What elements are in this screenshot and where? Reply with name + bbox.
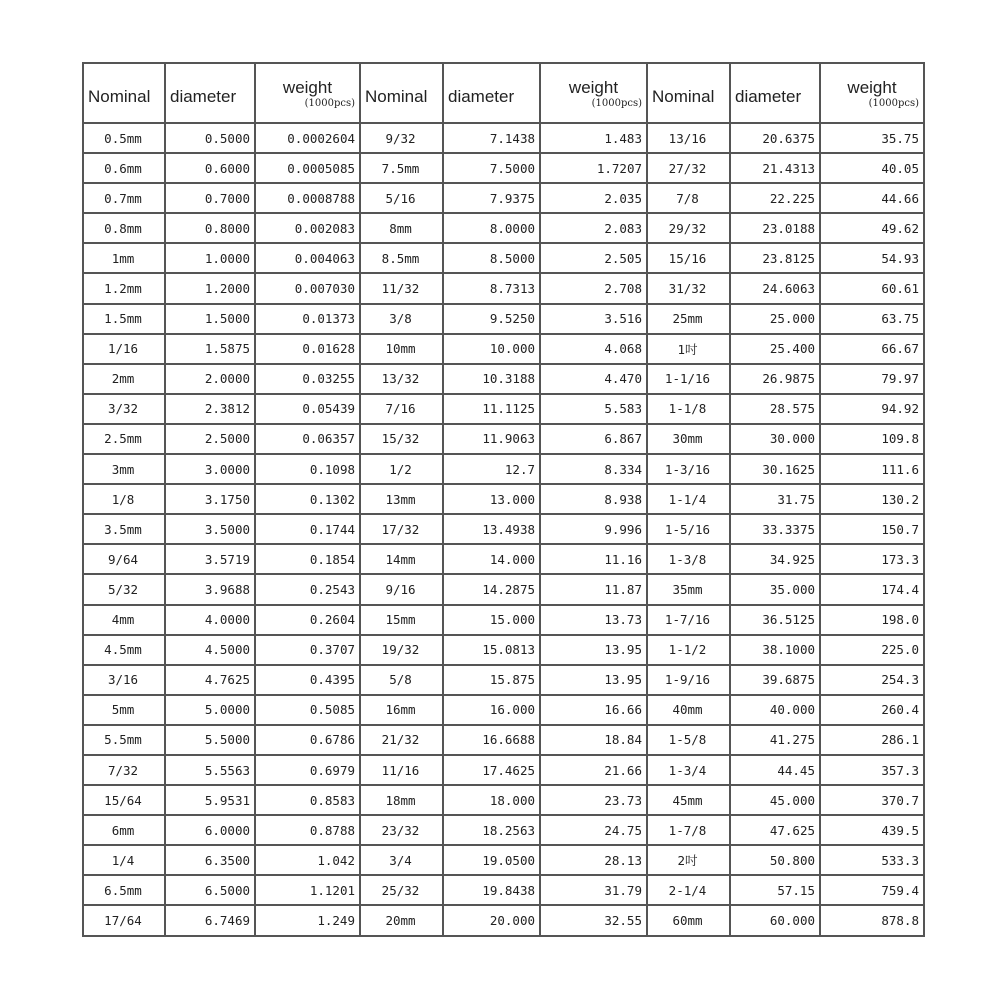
- table-row: [83, 605, 924, 635]
- cell-diameter: 14.2875: [443, 574, 540, 604]
- table-row: [83, 755, 924, 785]
- table-row: [83, 514, 924, 544]
- cell-diameter: 19.0500: [443, 845, 540, 875]
- cell-nominal: 1-5/8: [647, 725, 730, 755]
- cell-diameter: 7.1438: [443, 123, 540, 153]
- header-weight-label: weight: [847, 78, 897, 98]
- header-nominal: Nominal: [647, 63, 730, 123]
- table-body: [83, 123, 924, 936]
- cell-weight: 174.4: [820, 574, 924, 604]
- table-row: [83, 153, 924, 183]
- cell-weight: 0.8788: [255, 815, 360, 845]
- cell-diameter: 57.15: [730, 875, 820, 905]
- cell-nominal: 7/32: [83, 755, 165, 785]
- cell-nominal: 1/16: [83, 334, 165, 364]
- cell-nominal: 25/32: [360, 875, 443, 905]
- cell-nominal: 1-1/2: [647, 635, 730, 665]
- cell-diameter: 4.7625: [165, 665, 255, 695]
- cell-diameter: 3.5000: [165, 514, 255, 544]
- cell-diameter: 21.4313: [730, 153, 820, 183]
- cell-diameter: 15.0813: [443, 635, 540, 665]
- cell-diameter: 1.2000: [165, 273, 255, 303]
- header-diameter: diameter: [730, 63, 820, 123]
- cell-nominal: 30mm: [647, 424, 730, 454]
- cell-diameter: 50.800: [730, 845, 820, 875]
- table-row: [83, 544, 924, 574]
- cell-weight: 23.73: [540, 785, 647, 815]
- cell-weight: 0.05439: [255, 394, 360, 424]
- cell-diameter: 13.000: [443, 484, 540, 514]
- cell-weight: 1.1201: [255, 875, 360, 905]
- table-row: [83, 334, 924, 364]
- cell-nominal: 29/32: [647, 213, 730, 243]
- cell-weight: 11.16: [540, 544, 647, 574]
- cell-nominal: 17/32: [360, 514, 443, 544]
- cell-diameter: 8.0000: [443, 213, 540, 243]
- cell-weight: 0.1098: [255, 454, 360, 484]
- cell-weight: 6.867: [540, 424, 647, 454]
- table-row: [83, 905, 924, 935]
- cell-diameter: 9.5250: [443, 304, 540, 334]
- cell-weight: 16.66: [540, 695, 647, 725]
- cell-diameter: 3.0000: [165, 454, 255, 484]
- cell-weight: 32.55: [540, 905, 647, 935]
- cell-diameter: 25.000: [730, 304, 820, 334]
- header-diameter: diameter: [443, 63, 540, 123]
- cell-weight: 0.1854: [255, 544, 360, 574]
- header-row: [83, 63, 924, 123]
- cell-weight: 13.95: [540, 635, 647, 665]
- cell-weight: 60.61: [820, 273, 924, 303]
- cell-weight: 24.75: [540, 815, 647, 845]
- header-weight: [820, 63, 924, 123]
- cell-diameter: 19.8438: [443, 875, 540, 905]
- cell-diameter: 3.1750: [165, 484, 255, 514]
- cell-nominal: 9/16: [360, 574, 443, 604]
- cell-weight: 18.84: [540, 725, 647, 755]
- cell-nominal: 10mm: [360, 334, 443, 364]
- table-row: [83, 243, 924, 273]
- cell-diameter: 41.275: [730, 725, 820, 755]
- cell-diameter: 5.5563: [165, 755, 255, 785]
- cell-diameter: 12.7: [443, 454, 540, 484]
- cell-diameter: 26.9875: [730, 364, 820, 394]
- cell-weight: 533.3: [820, 845, 924, 875]
- cell-diameter: 14.000: [443, 544, 540, 574]
- header-weight-label: weight: [282, 78, 333, 98]
- cell-nominal: 3/16: [83, 665, 165, 695]
- cell-diameter: 13.4938: [443, 514, 540, 544]
- cell-diameter: 3.5719: [165, 544, 255, 574]
- cell-weight: 0.002083: [255, 213, 360, 243]
- cell-nominal: 1.5mm: [83, 304, 165, 334]
- cell-weight: 439.5: [820, 815, 924, 845]
- cell-weight: 260.4: [820, 695, 924, 725]
- cell-weight: 0.6786: [255, 725, 360, 755]
- table-row: [83, 695, 924, 725]
- cell-nominal: 27/32: [647, 153, 730, 183]
- cell-nominal: 15/64: [83, 785, 165, 815]
- cell-weight: 2.708: [540, 273, 647, 303]
- table-row: [83, 875, 924, 905]
- cell-nominal: 15mm: [360, 605, 443, 635]
- cell-nominal: 1-7/8: [647, 815, 730, 845]
- cell-diameter: 7.9375: [443, 183, 540, 213]
- cell-weight: 54.93: [820, 243, 924, 273]
- cell-weight: 1.7207: [540, 153, 647, 183]
- cell-weight: 94.92: [820, 394, 924, 424]
- cell-weight: 150.7: [820, 514, 924, 544]
- cell-weight: 286.1: [820, 725, 924, 755]
- cell-nominal: 18mm: [360, 785, 443, 815]
- cell-diameter: 30.1625: [730, 454, 820, 484]
- cell-diameter: 30.000: [730, 424, 820, 454]
- cell-weight: 44.66: [820, 183, 924, 213]
- cell-weight: 0.01628: [255, 334, 360, 364]
- cell-weight: 3.516: [540, 304, 647, 334]
- cell-nominal: 1/8: [83, 484, 165, 514]
- cell-diameter: 17.4625: [443, 755, 540, 785]
- cell-nominal: 9/64: [83, 544, 165, 574]
- header-weight-unit: (1000pcs): [868, 98, 919, 110]
- table-row: [83, 635, 924, 665]
- cell-nominal: 19/32: [360, 635, 443, 665]
- cell-weight: 40.05: [820, 153, 924, 183]
- header-weight: [540, 63, 647, 123]
- cell-nominal: 7.5mm: [360, 153, 443, 183]
- cell-weight: 9.996: [540, 514, 647, 544]
- table-row: [83, 304, 924, 334]
- cell-weight: 759.4: [820, 875, 924, 905]
- cell-diameter: 28.575: [730, 394, 820, 424]
- cell-weight: 79.97: [820, 364, 924, 394]
- cell-nominal: 21/32: [360, 725, 443, 755]
- cell-nominal: 3mm: [83, 454, 165, 484]
- cell-diameter: 3.9688: [165, 574, 255, 604]
- table-row: [83, 574, 924, 604]
- cell-nominal: 20mm: [360, 905, 443, 935]
- cell-nominal: 4mm: [83, 605, 165, 635]
- cell-nominal: 16mm: [360, 695, 443, 725]
- cell-weight: 0.0005085: [255, 153, 360, 183]
- cell-weight: 11.87: [540, 574, 647, 604]
- cell-weight: 0.01373: [255, 304, 360, 334]
- cell-weight: 4.068: [540, 334, 647, 364]
- cell-nominal: 60mm: [647, 905, 730, 935]
- table-row: [83, 725, 924, 755]
- cell-weight: 225.0: [820, 635, 924, 665]
- cell-nominal: 3/32: [83, 394, 165, 424]
- cell-nominal: 31/32: [647, 273, 730, 303]
- cell-diameter: 0.8000: [165, 213, 255, 243]
- cell-weight: 28.13: [540, 845, 647, 875]
- cell-weight: 0.6979: [255, 755, 360, 785]
- cell-diameter: 24.6063: [730, 273, 820, 303]
- cell-diameter: 18.000: [443, 785, 540, 815]
- cell-diameter: 25.400: [730, 334, 820, 364]
- cell-nominal: 3/4: [360, 845, 443, 875]
- cell-diameter: 7.5000: [443, 153, 540, 183]
- cell-weight: 5.583: [540, 394, 647, 424]
- cell-nominal: 1-3/8: [647, 544, 730, 574]
- cell-diameter: 4.5000: [165, 635, 255, 665]
- cell-diameter: 23.8125: [730, 243, 820, 273]
- cell-nominal: 7/8: [647, 183, 730, 213]
- cell-nominal: 23/32: [360, 815, 443, 845]
- table-row: [83, 484, 924, 514]
- cell-diameter: 6.7469: [165, 905, 255, 935]
- table-row: [83, 845, 924, 875]
- cell-nominal: 45mm: [647, 785, 730, 815]
- cell-diameter: 31.75: [730, 484, 820, 514]
- cell-nominal: 0.7mm: [83, 183, 165, 213]
- cell-nominal: 1-5/16: [647, 514, 730, 544]
- cell-diameter: 0.7000: [165, 183, 255, 213]
- table-row: [83, 665, 924, 695]
- cell-nominal: 0.5mm: [83, 123, 165, 153]
- cell-weight: 0.007030: [255, 273, 360, 303]
- cell-diameter: 15.875: [443, 665, 540, 695]
- cell-weight: 2.505: [540, 243, 647, 273]
- cell-nominal: 1-9/16: [647, 665, 730, 695]
- cell-nominal: 35mm: [647, 574, 730, 604]
- cell-weight: 2.083: [540, 213, 647, 243]
- cell-nominal: 3.5mm: [83, 514, 165, 544]
- cell-diameter: 5.0000: [165, 695, 255, 725]
- cell-weight: 2.035: [540, 183, 647, 213]
- cell-nominal: 1mm: [83, 243, 165, 273]
- cell-nominal: 2吋: [647, 845, 730, 875]
- cell-weight: 0.004063: [255, 243, 360, 273]
- cell-weight: 8.938: [540, 484, 647, 514]
- cell-diameter: 44.45: [730, 755, 820, 785]
- cell-diameter: 2.0000: [165, 364, 255, 394]
- cell-nominal: 1-1/16: [647, 364, 730, 394]
- cell-weight: 0.3707: [255, 635, 360, 665]
- cell-weight: 0.5085: [255, 695, 360, 725]
- cell-nominal: 1.2mm: [83, 273, 165, 303]
- cell-diameter: 10.000: [443, 334, 540, 364]
- cell-nominal: 5/8: [360, 665, 443, 695]
- cell-diameter: 23.0188: [730, 213, 820, 243]
- cell-diameter: 2.3812: [165, 394, 255, 424]
- header-weight: [255, 63, 360, 123]
- cell-weight: 357.3: [820, 755, 924, 785]
- cell-nominal: 15/16: [647, 243, 730, 273]
- cell-nominal: 1-3/16: [647, 454, 730, 484]
- cell-nominal: 1-1/4: [647, 484, 730, 514]
- cell-diameter: 11.1125: [443, 394, 540, 424]
- cell-weight: 0.0008788: [255, 183, 360, 213]
- cell-weight: 13.73: [540, 605, 647, 635]
- cell-nominal: 13mm: [360, 484, 443, 514]
- cell-weight: 31.79: [540, 875, 647, 905]
- cell-nominal: 5.5mm: [83, 725, 165, 755]
- cell-weight: 0.06357: [255, 424, 360, 454]
- cell-diameter: 0.6000: [165, 153, 255, 183]
- cell-diameter: 0.5000: [165, 123, 255, 153]
- cell-nominal: 40mm: [647, 695, 730, 725]
- table-row: [83, 424, 924, 454]
- cell-weight: 63.75: [820, 304, 924, 334]
- cell-diameter: 6.0000: [165, 815, 255, 845]
- cell-nominal: 11/16: [360, 755, 443, 785]
- header-weight-label: weight: [568, 78, 619, 98]
- cell-diameter: 20.000: [443, 905, 540, 935]
- header-nominal: Nominal: [360, 63, 443, 123]
- cell-nominal: 25mm: [647, 304, 730, 334]
- cell-nominal: 4.5mm: [83, 635, 165, 665]
- cell-weight: 111.6: [820, 454, 924, 484]
- cell-nominal: 8.5mm: [360, 243, 443, 273]
- cell-diameter: 39.6875: [730, 665, 820, 695]
- table-row: [83, 213, 924, 243]
- cell-diameter: 18.2563: [443, 815, 540, 845]
- cell-weight: 0.1302: [255, 484, 360, 514]
- cell-diameter: 15.000: [443, 605, 540, 635]
- header-weight-unit: (1000pcs): [591, 98, 642, 110]
- cell-nominal: 2-1/4: [647, 875, 730, 905]
- cell-nominal: 1-1/8: [647, 394, 730, 424]
- cell-diameter: 2.5000: [165, 424, 255, 454]
- cell-diameter: 11.9063: [443, 424, 540, 454]
- cell-diameter: 4.0000: [165, 605, 255, 635]
- cell-nominal: 3/8: [360, 304, 443, 334]
- cell-diameter: 10.3188: [443, 364, 540, 394]
- cell-nominal: 15/32: [360, 424, 443, 454]
- header-diameter: diameter: [165, 63, 255, 123]
- cell-weight: 130.2: [820, 484, 924, 514]
- cell-diameter: 6.5000: [165, 875, 255, 905]
- cell-diameter: 33.3375: [730, 514, 820, 544]
- cell-nominal: 1吋: [647, 334, 730, 364]
- cell-nominal: 2mm: [83, 364, 165, 394]
- table-row: [83, 394, 924, 424]
- cell-nominal: 5/16: [360, 183, 443, 213]
- cell-diameter: 47.625: [730, 815, 820, 845]
- cell-weight: 0.03255: [255, 364, 360, 394]
- cell-weight: 370.7: [820, 785, 924, 815]
- table-row: [83, 273, 924, 303]
- cell-weight: 49.62: [820, 213, 924, 243]
- cell-diameter: 60.000: [730, 905, 820, 935]
- cell-diameter: 5.5000: [165, 725, 255, 755]
- cell-nominal: 6mm: [83, 815, 165, 845]
- cell-nominal: 2.5mm: [83, 424, 165, 454]
- cell-weight: 0.1744: [255, 514, 360, 544]
- cell-weight: 878.8: [820, 905, 924, 935]
- cell-diameter: 35.000: [730, 574, 820, 604]
- table-row: [83, 183, 924, 213]
- cell-nominal: 13/16: [647, 123, 730, 153]
- cell-nominal: 14mm: [360, 544, 443, 574]
- cell-diameter: 22.225: [730, 183, 820, 213]
- table-row: [83, 364, 924, 394]
- cell-weight: 0.2543: [255, 574, 360, 604]
- cell-weight: 0.2604: [255, 605, 360, 635]
- header-weight-unit: (1000pcs): [304, 98, 355, 110]
- cell-nominal: 17/64: [83, 905, 165, 935]
- cell-diameter: 8.7313: [443, 273, 540, 303]
- cell-weight: 8.334: [540, 454, 647, 484]
- cell-nominal: 11/32: [360, 273, 443, 303]
- cell-weight: 1.249: [255, 905, 360, 935]
- cell-diameter: 45.000: [730, 785, 820, 815]
- cell-diameter: 1.5875: [165, 334, 255, 364]
- cell-diameter: 8.5000: [443, 243, 540, 273]
- table-row: [83, 815, 924, 845]
- cell-weight: 0.8583: [255, 785, 360, 815]
- cell-weight: 66.67: [820, 334, 924, 364]
- cell-diameter: 38.1000: [730, 635, 820, 665]
- cell-weight: 1.483: [540, 123, 647, 153]
- cell-diameter: 6.3500: [165, 845, 255, 875]
- cell-diameter: 34.925: [730, 544, 820, 574]
- header-nominal: Nominal: [83, 63, 165, 123]
- cell-weight: 1.042: [255, 845, 360, 875]
- cell-nominal: 8mm: [360, 213, 443, 243]
- cell-nominal: 13/32: [360, 364, 443, 394]
- cell-weight: 254.3: [820, 665, 924, 695]
- cell-nominal: 0.6mm: [83, 153, 165, 183]
- cell-weight: 173.3: [820, 544, 924, 574]
- cell-nominal: 6.5mm: [83, 875, 165, 905]
- cell-nominal: 7/16: [360, 394, 443, 424]
- cell-nominal: 5/32: [83, 574, 165, 604]
- cell-nominal: 1/4: [83, 845, 165, 875]
- cell-diameter: 1.0000: [165, 243, 255, 273]
- cell-diameter: 20.6375: [730, 123, 820, 153]
- cell-nominal: 1/2: [360, 454, 443, 484]
- cell-diameter: 36.5125: [730, 605, 820, 635]
- table-row: [83, 454, 924, 484]
- cell-nominal: 9/32: [360, 123, 443, 153]
- table-row: [83, 123, 924, 153]
- cell-weight: 21.66: [540, 755, 647, 785]
- cell-weight: 109.8: [820, 424, 924, 454]
- cell-diameter: 16.6688: [443, 725, 540, 755]
- cell-diameter: 5.9531: [165, 785, 255, 815]
- cell-weight: 0.0002604: [255, 123, 360, 153]
- cell-weight: 0.4395: [255, 665, 360, 695]
- cell-weight: 4.470: [540, 364, 647, 394]
- cell-nominal: 5mm: [83, 695, 165, 725]
- cell-nominal: 1-3/4: [647, 755, 730, 785]
- cell-diameter: 1.5000: [165, 304, 255, 334]
- cell-nominal: 0.8mm: [83, 213, 165, 243]
- cell-nominal: 1-7/16: [647, 605, 730, 635]
- cell-diameter: 16.000: [443, 695, 540, 725]
- cell-weight: 13.95: [540, 665, 647, 695]
- cell-weight: 198.0: [820, 605, 924, 635]
- cell-diameter: 40.000: [730, 695, 820, 725]
- cell-weight: 35.75: [820, 123, 924, 153]
- steel-ball-weight-table: [82, 62, 925, 937]
- table-row: [83, 785, 924, 815]
